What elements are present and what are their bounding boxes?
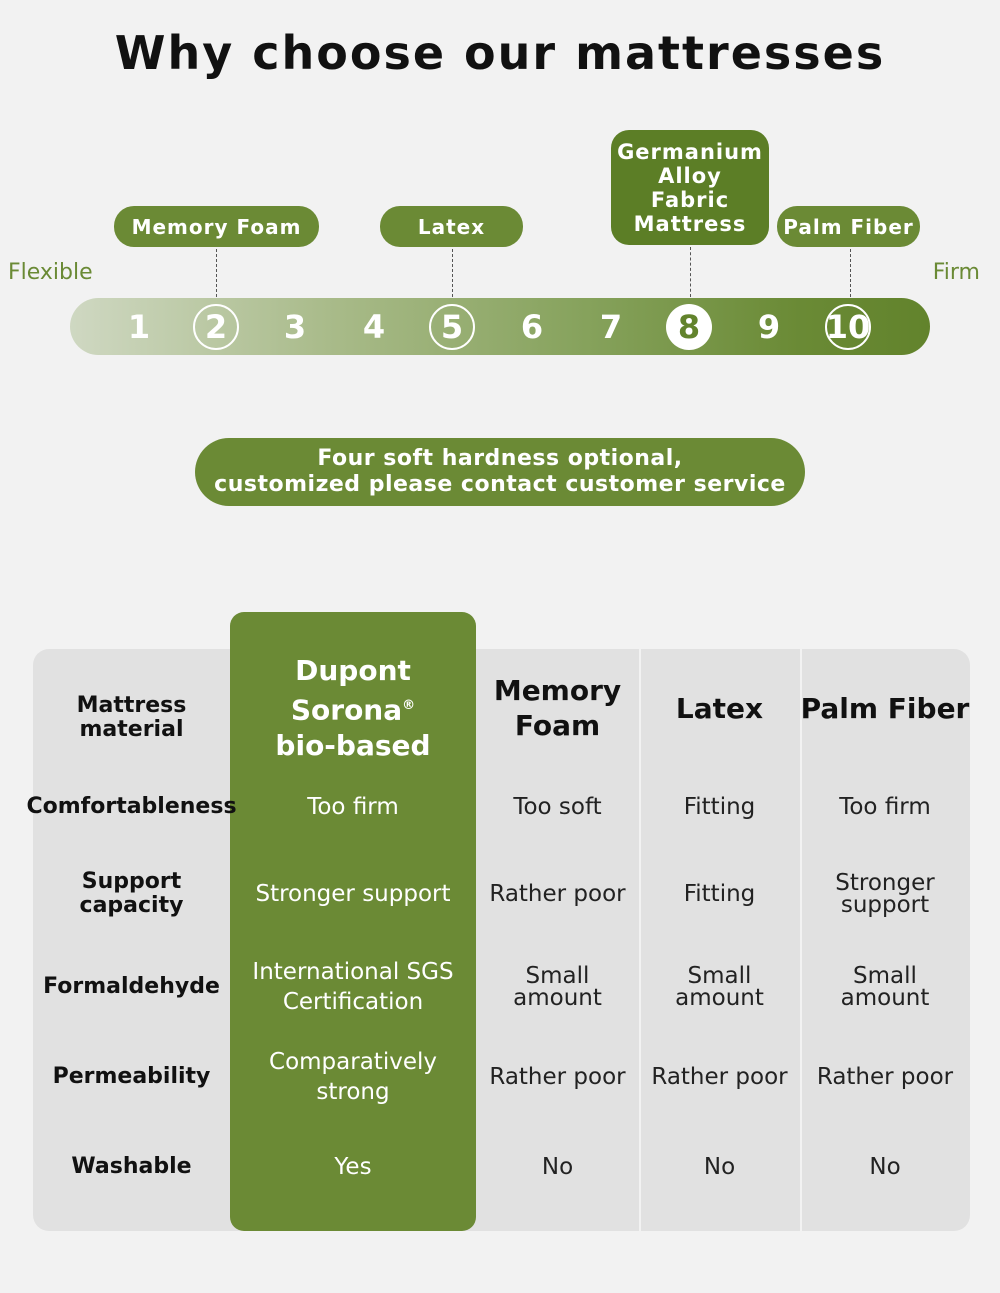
firm-label: Firm [932, 260, 980, 285]
table-cell: Fitting [683, 881, 756, 907]
header-memory-foam: Memory Foam [493, 674, 622, 742]
scale-number: 3 [283, 307, 307, 346]
connector-line [690, 247, 691, 297]
row-label-formaldehyde: Formaldehyde [43, 974, 220, 999]
connector-line [850, 249, 851, 297]
marker-germanium: Germanium Alloy Fabric Mattress [611, 130, 769, 245]
table-cell: No [703, 1154, 736, 1180]
marker-latex: Latex [380, 206, 523, 247]
banner-line-2: customized please contact customer service [214, 472, 786, 497]
scale-number: 9 [757, 307, 781, 346]
table-cell: Stronger support [255, 881, 451, 907]
page-title: Why choose our mattresses [114, 26, 886, 80]
table-cell: No [541, 1154, 574, 1180]
hardness-scale [70, 298, 930, 355]
corner-label: Mattress material [76, 693, 187, 742]
scale-number: 4 [362, 307, 386, 346]
table-cell: Small amount [513, 963, 602, 1011]
marker-palm-fiber: Palm Fiber [777, 206, 920, 247]
table-cell: Too firm [839, 794, 931, 820]
table-cell: Rather poor [489, 881, 626, 907]
connector-line [216, 249, 217, 297]
scale-number: 7 [599, 307, 623, 346]
table-cell: International SGS Certification [252, 959, 454, 1015]
connector-line [452, 249, 453, 297]
scale-number: 10 [824, 298, 872, 355]
row-label-support-capacity: Support capacity [79, 869, 184, 918]
table-cell: Yes [334, 1154, 372, 1180]
scale-number: 8 [665, 298, 713, 355]
table-cell: Rather poor [816, 1064, 954, 1090]
flexible-label: Flexible [8, 260, 93, 285]
row-label-comfortableness: Comfortableness [26, 794, 237, 819]
highlight-header: Dupont Sorona® bio-based [275, 654, 431, 762]
header-latex: Latex [675, 691, 764, 725]
banner-line-1: Four soft hardness optional, [317, 446, 683, 471]
scale-number: 5 [428, 298, 476, 355]
scale-number: 1 [127, 307, 151, 346]
table-cell: Small amount [675, 963, 764, 1011]
table-cell: Too firm [307, 794, 399, 820]
table-cell: Comparatively strong [269, 1049, 437, 1105]
marker-memory-foam: Memory Foam [114, 206, 319, 247]
table-cell: Small amount [840, 963, 930, 1011]
table-cell: Rather poor [651, 1064, 788, 1090]
row-label-washable: Washable [71, 1154, 192, 1179]
table-cell: Fitting [683, 794, 756, 820]
table-cell: Stronger support [835, 870, 935, 918]
scale-number: 2 [192, 298, 240, 355]
customization-banner [195, 438, 805, 506]
table-cell: Too soft [513, 794, 602, 820]
header-palm-fiber: Palm Fiber [800, 691, 970, 725]
table-cell: No [869, 1154, 901, 1180]
row-label-permeability: Permeability [52, 1064, 211, 1089]
scale-number: 6 [520, 307, 544, 346]
table-cell: Rather poor [489, 1064, 626, 1090]
